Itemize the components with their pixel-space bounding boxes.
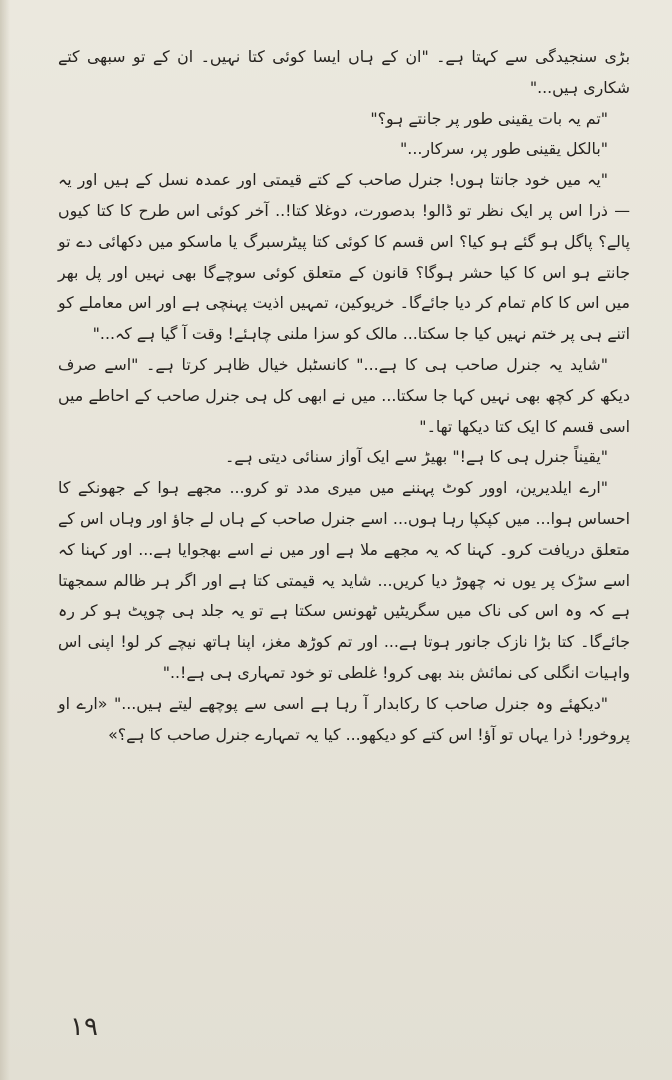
paragraph-5: "شاید یہ جنرل صاحب ہی کا ہے..." کانسٹبل خیال ظاہر کرتا ہے۔ "اسے صرف دیکھ کر کچھ بھی نہیں کہا جا سکتا... میں نے ابھی کل ہی جنرل صاحب کے احاطے میں اسی قسم کا ایک کتا دیکھا تھا۔": [58, 354, 630, 436]
paragraph-3: "بالکل یقینی طور پر، سرکار...": [400, 139, 608, 159]
paragraph-7: "ارے ایلدیرین، اوور کوٹ پہننے میں میری مدد تو کرو... مجھے ہوا کے جھونکے کا احساس ہوا... میں کپکپا رہا ہوں... اسے جنرل صاحب کے ہاں لے جاؤ اور وہاں اس کے متعلق دریافت کرو۔ کہنا کہ یہ مجھے ملا ہے اور میں نے اسے بھجوایا ہے... اور کہنا کہ اسے سڑک پر یوں نہ چھوڑ دیا کریں... شاید یہ قیمتی کتا ہے اور اگر ہر ظالم سمجھتا ہے کہ وہ اس کی ناک میں سگریٹیں ٹھونس سکتا ہے تو یہ جلد ہی چوپٹ ہو کر رہ جائےگا۔ کتا بڑا نازک جانور ہوتا ہے... اور تم کوڑھ مغز، اپنا ہاتھ نیچے کر لو! اپنی اس واہیات انگلی کی نمائش بند بھی کرو! غلطی تو خود تمہاری ہی ہے!..": [58, 478, 630, 682]
paragraph-1: بڑی سنجیدگی سے کہتا ہے۔ "ان کے ہاں ایسا کوئی کتا نہیں۔ ان کے تو سبھی کتے شکاری ہیں...": [58, 47, 630, 97]
page-number: ۱۹: [70, 1012, 98, 1042]
paragraph-8: "دیکھئے وہ جنرل صاحب کا رکابدار آ رہا ہے اسی سے پوچھے لیتے ہیں..." «ارے او پروخور! ذرا یہاں تو آؤ! اس کتے کو دیکھو... کیا یہ تمہارے جنرل صاحب کا ہے؟»: [58, 693, 630, 744]
body-text: [58, 42, 630, 750]
page-gutter-shadow: [0, 0, 10, 1080]
paragraph-2: "تم یہ بات یقینی طور پر جانتے ہو؟": [370, 108, 608, 128]
paragraph-6: "یقیناً جنرل ہی کا ہے!" بھیڑ سے ایک آواز سنائی دیتی ہے۔: [225, 447, 608, 467]
paragraph-4: "یہ میں خود جانتا ہوں! جنرل صاحب کے کتے قیمتی اور عمدہ نسل کے ہیں اور یہ — ذرا اس پر ایک نظر تو ڈالو! بدصورت، دوغلا کتا!.. آخر کوئی اس طرح کا کتا کیوں پالے؟ پاگل ہو گئے ہو کیا؟ اس قسم کا کوئی کتا پیٹرسبرگ یا ماسکو میں دکھائی دے تو جانتے ہو اس کا کیا حشر ہوگا؟ قانون کے متعلق کوئی سوچےگا بھی نہیں اور پل بھر میں اس کا کام تمام کر دیا جائےگا۔ خریوکین، تمہیں اذیت پہنچی ہے اور اس معاملے کو اتنے ہی پر ختم نہیں کیا جا سکتا... مالک کو سزا ملنی چاہئے! وقت آ گیا ہے کہ...": [58, 170, 630, 344]
